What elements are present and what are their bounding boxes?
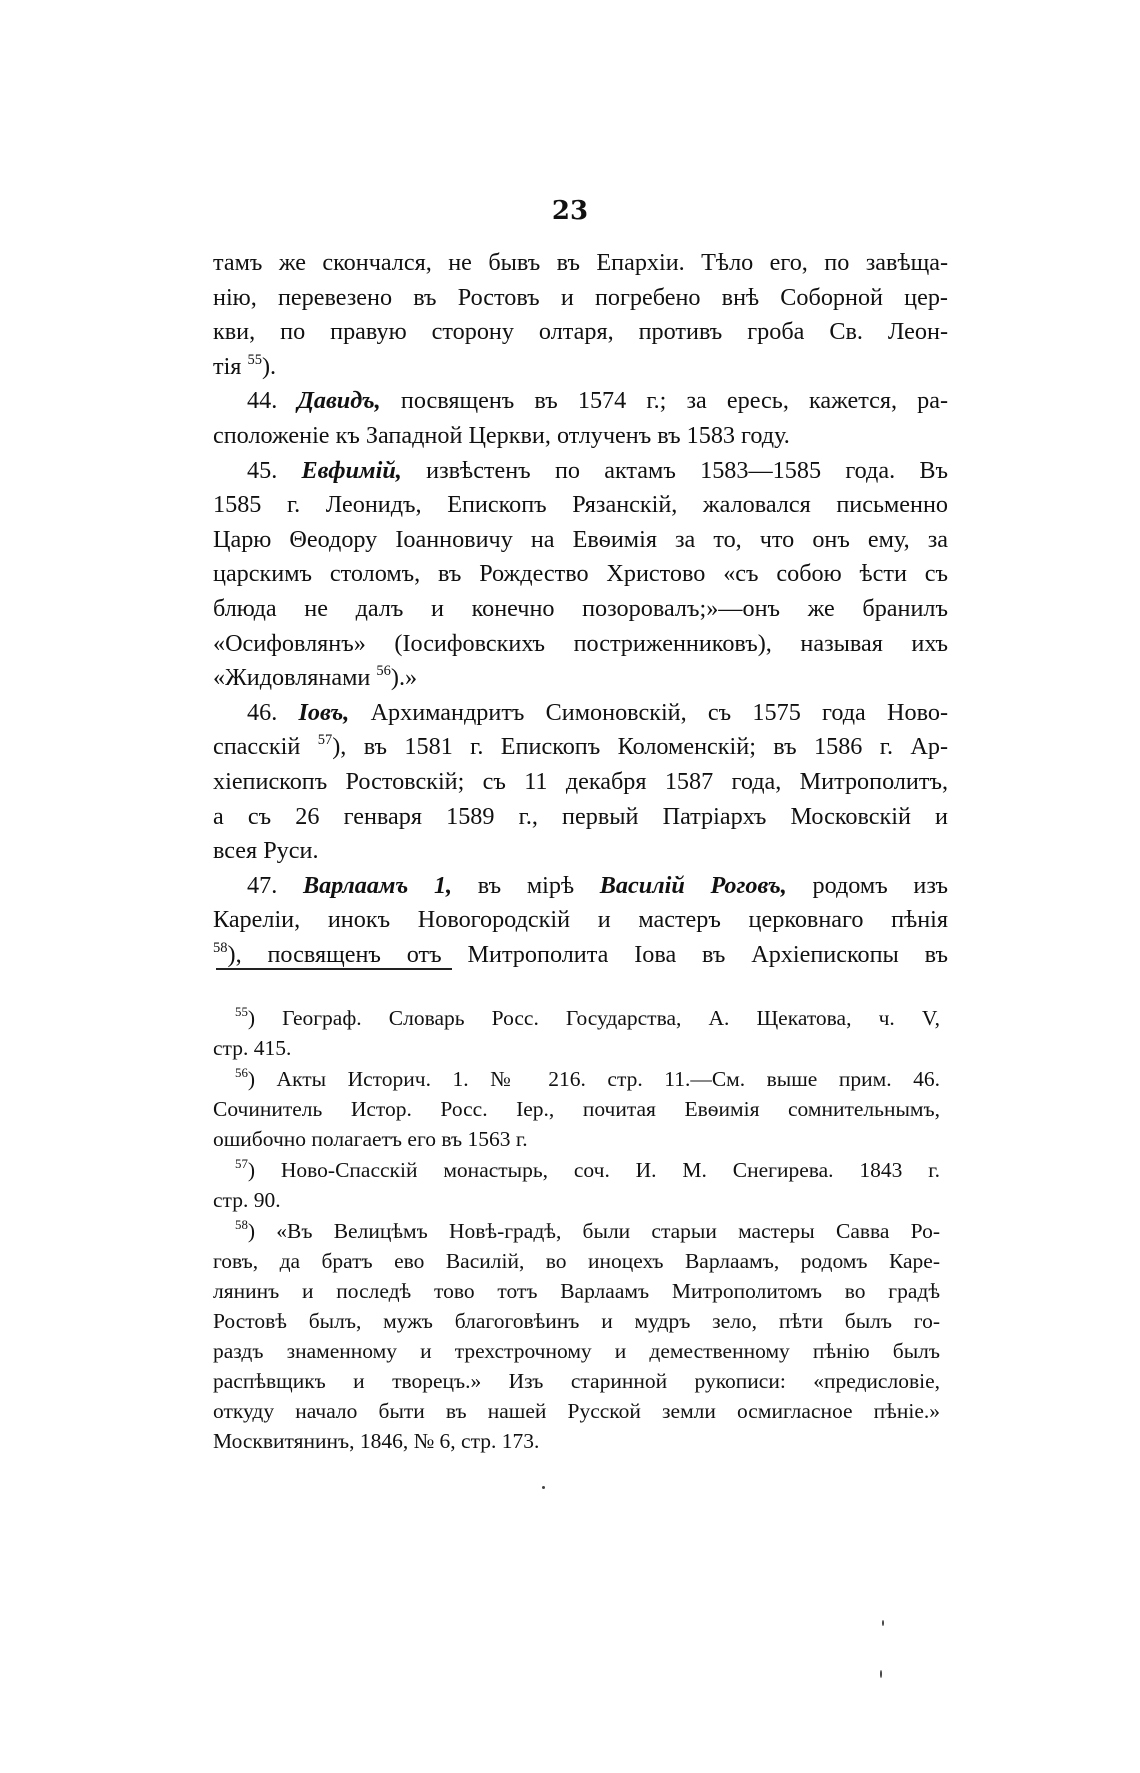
text-line: лянинъ и последѣ тово тотъ Варлаамъ Митрополитомъ во градѣ: [213, 1279, 940, 1303]
text-line: $^{55}$) Географ. Словарь Росс. Государства, А. Щекатова, ч. V,: [235, 1004, 940, 1030]
bishop-name: Давидъ,: [297, 387, 381, 415]
text-line: а съ 26 генваря 1589 г., первый Патріархъ Московскій и: [213, 802, 948, 830]
scan-speck: [882, 1620, 884, 1626]
text-line: спасскій $^{57}$), въ 1581 г. Епископъ Коломенскій; въ 1586 г. Ар-: [213, 732, 948, 761]
footnote-number: 58: [235, 1217, 248, 1232]
entry-44: [213, 384, 948, 453]
text-line: тамъ же скончался, не бывъ въ Епархіи. Тѣло его, по завѣща-: [213, 249, 948, 276]
text-line: сположеніе къ Западной Церкви, отлученъ въ 1583 году.: [213, 421, 790, 449]
text-line: 47. Варлаамъ 1, въ мірѣ Василій Роговъ, родомъ изъ: [247, 871, 949, 899]
text-line: Ростовѣ былъ, мужъ благоговѣинъ и мудръ зело, пѣти былъ го-: [213, 1309, 940, 1333]
main-text: [213, 246, 948, 972]
footnote-58: [213, 1216, 940, 1456]
text-line: тія $^{55}$).: [213, 351, 277, 380]
text-line: Сочинитель Истор. Росс. Іер., почитая Евѳимія сомнительнымъ,: [213, 1097, 940, 1121]
entry-45: [213, 454, 948, 696]
text-line: раздъ знаменному и трехстрочному и демественному пѣнію былъ: [213, 1339, 940, 1363]
lay-name: Василій Роговъ,: [599, 871, 787, 899]
footnote-number: 57: [235, 1156, 248, 1171]
bishop-name: Евфимій,: [301, 456, 402, 484]
text-line: $^{58}$) «Въ Велицѣмъ Новѣ-градѣ, были старыи мастеры Савва Ро-: [235, 1217, 940, 1243]
footnote-56: [213, 1064, 940, 1154]
text-line: «Осифовлянъ» (Іосифовскихъ постриженниковъ), называя ихъ: [213, 629, 948, 657]
footnote-ref: 58: [213, 939, 228, 956]
text-line: Царю Θеодору Іоанновичу на Евѳимія за то, что онъ ему, за: [213, 525, 948, 553]
text-line: 45. Евфимій, извѣстенъ по актамъ 1583—1585 года. Въ: [247, 456, 949, 484]
page-number: 23: [551, 196, 589, 226]
footnote-number: 56: [235, 1065, 248, 1080]
text-line: кви, по правую сторону олтаря, противъ гроба Св. Леон-: [213, 318, 948, 346]
text-line: $^{57}$) Ново-Спасскій монастырь, соч. И. М. Снегирева. 1843 г.: [235, 1156, 940, 1182]
footnote-number: 55: [235, 1004, 248, 1019]
footnote-57: [213, 1155, 940, 1215]
text-line: $^{58}$), посвященъ отъ Митрополита Іова въ Архіепископы въ: [213, 939, 948, 968]
text-line: царскимъ столомъ, въ Рождество Христово «съ собою ѣсти съ: [213, 560, 948, 588]
text-line: 44. Давидъ, посвященъ въ 1574 г.; за ересь, кажется, ра-: [247, 387, 949, 415]
bishop-name: Іовъ,: [298, 698, 350, 726]
text-line: хіепископъ Ростовскій; съ 11 декабря 1587 года, Митрополитъ,: [213, 767, 948, 795]
footnote-55: [213, 1003, 940, 1063]
text-line: «Жидовлянами $^{56}$).»: [213, 662, 418, 692]
text-line: говъ, да братъ ево Василій, во иноцехъ Варлаамъ, родомъ Каре-: [213, 1249, 940, 1273]
footnote-ref: 56: [376, 662, 391, 679]
text-line: всея Руси.: [213, 837, 319, 865]
text-line: $^{56}$) Акты Историч. 1. № 216. стр. 11.—См. выше прим. 46.: [235, 1065, 940, 1091]
paragraph-continuation: [213, 246, 948, 384]
bishop-name: Варлаамъ 1,: [302, 871, 453, 899]
footnote-ref: 55: [247, 351, 262, 368]
entry-47: [213, 869, 948, 973]
text-line: Кареліи, инокъ Новогородскій и мастеръ церковнаго пѣнія: [213, 906, 948, 934]
scan-speck: [880, 1670, 882, 1678]
text-line: стр. 415.: [213, 1036, 292, 1060]
entry-46: [213, 696, 948, 869]
footnote-ref: 57: [317, 732, 333, 749]
text-line: 46. Іовъ, Архимандритъ Симоновскій, съ 1575 года Ново-: [247, 698, 949, 726]
text-line: Москвитянинъ, 1846, № 6, стр. 173.: [213, 1429, 540, 1453]
text-line: стр. 90.: [213, 1188, 281, 1212]
text-line: нію, перевезено въ Ростовъ и погребено внѣ Соборной цер-: [213, 283, 948, 311]
text-line: 1585 г. Леонидъ, Епископъ Рязанскій, жаловался письменно: [213, 491, 948, 519]
footnote-divider: [216, 968, 452, 970]
scan-speck: [542, 1486, 545, 1489]
text-line: откуду начало быти въ нашей Русской земли осмигласное пѣніе.»: [213, 1399, 940, 1423]
text-line: распѣвщикъ и творецъ.» Изъ старинной рукописи: «предисловіе,: [213, 1369, 940, 1393]
footnotes: [213, 1003, 940, 1457]
text-line: ошибочно полагаетъ его въ 1563 г.: [213, 1127, 528, 1151]
text-line: блюда не далъ и конечно позоровалъ;»—онъ же бранилъ: [213, 594, 948, 622]
